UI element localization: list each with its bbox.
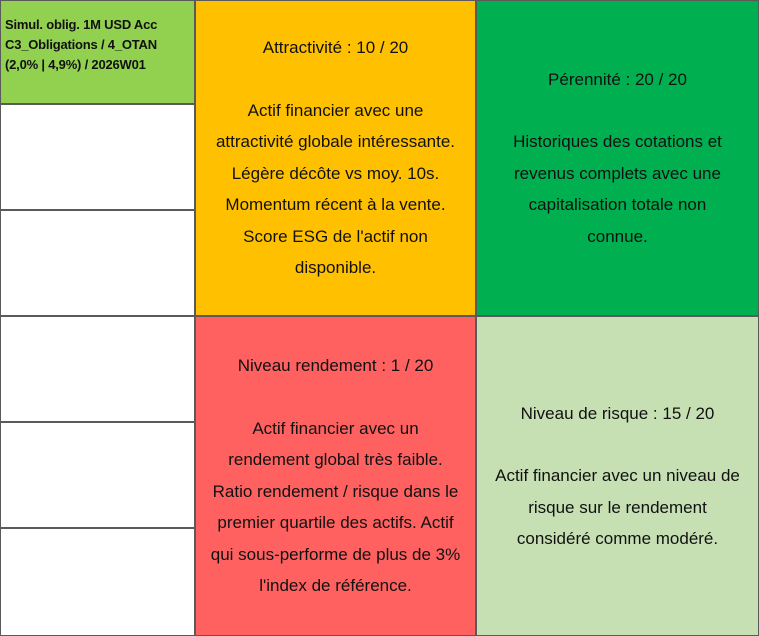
attractivite-text-line: Score ESG de l'actif non [243, 226, 428, 246]
asset-category-line: C3_Obligations / 4_OTAN [5, 37, 157, 52]
rendement-text-line: qui sous-performe de plus de 3% [210, 544, 461, 564]
rendement-text-line: l'index de référence. [259, 576, 412, 596]
risque-text-line: Actif financier avec un niveau de [495, 466, 740, 485]
rendement-text-line: Actif financier avec un [252, 418, 419, 438]
risque-text-line: risque sur le rendement [528, 497, 707, 517]
perennite-cell[interactable] [476, 0, 759, 316]
empty-cell-3[interactable] [0, 316, 195, 422]
attractivite-text-line: Actif financier avec une [247, 100, 424, 120]
risque-cell[interactable] [476, 316, 759, 636]
attractivite-cell[interactable] [195, 0, 476, 316]
attractivite-title: Attractivité : 10 / 20 [262, 38, 409, 58]
risque-text-line: considéré comme modéré. [516, 529, 719, 548]
attractivite-text-line: disponible. [294, 258, 377, 278]
rendement-title: Niveau rendement : 1 / 20 [237, 356, 434, 376]
empty-cell-1[interactable] [0, 104, 195, 210]
attractivite-text-line: Momentum récent à la vente. [225, 195, 446, 215]
asset-header-cell[interactable] [0, 0, 195, 104]
rendement-text-line: rendement global très faible. [228, 450, 443, 470]
asset-period-line: (2,0% | 4,9%) / 2026W01 [5, 57, 146, 72]
perennite-text-line: revenus complets avec une [514, 163, 721, 183]
asset-name-line: Simul. oblig. 1M USD Acc [5, 17, 158, 32]
rendement-text-line: premier quartile des actifs. Actif [217, 513, 454, 533]
attractivite-text-line: attractivité globale intéressante. [215, 132, 456, 152]
risque-title: Niveau de risque : 15 / 20 [520, 403, 715, 423]
attractivite-text-line: Légère décôte vs moy. 10s. [231, 163, 440, 183]
perennite-title: Pérennité : 20 / 20 [548, 69, 687, 89]
perennite-text-line: capitalisation totale non [528, 195, 707, 215]
empty-cell-4[interactable] [0, 422, 195, 528]
perennite-text-line: connue. [587, 226, 648, 246]
empty-cell-5[interactable] [0, 528, 195, 636]
rendement-text-line: Ratio rendement / risque dans le [212, 481, 459, 501]
perennite-text-line: Historiques des cotations et [513, 132, 722, 152]
empty-cell-2[interactable] [0, 210, 195, 316]
rendement-cell[interactable] [195, 316, 476, 636]
